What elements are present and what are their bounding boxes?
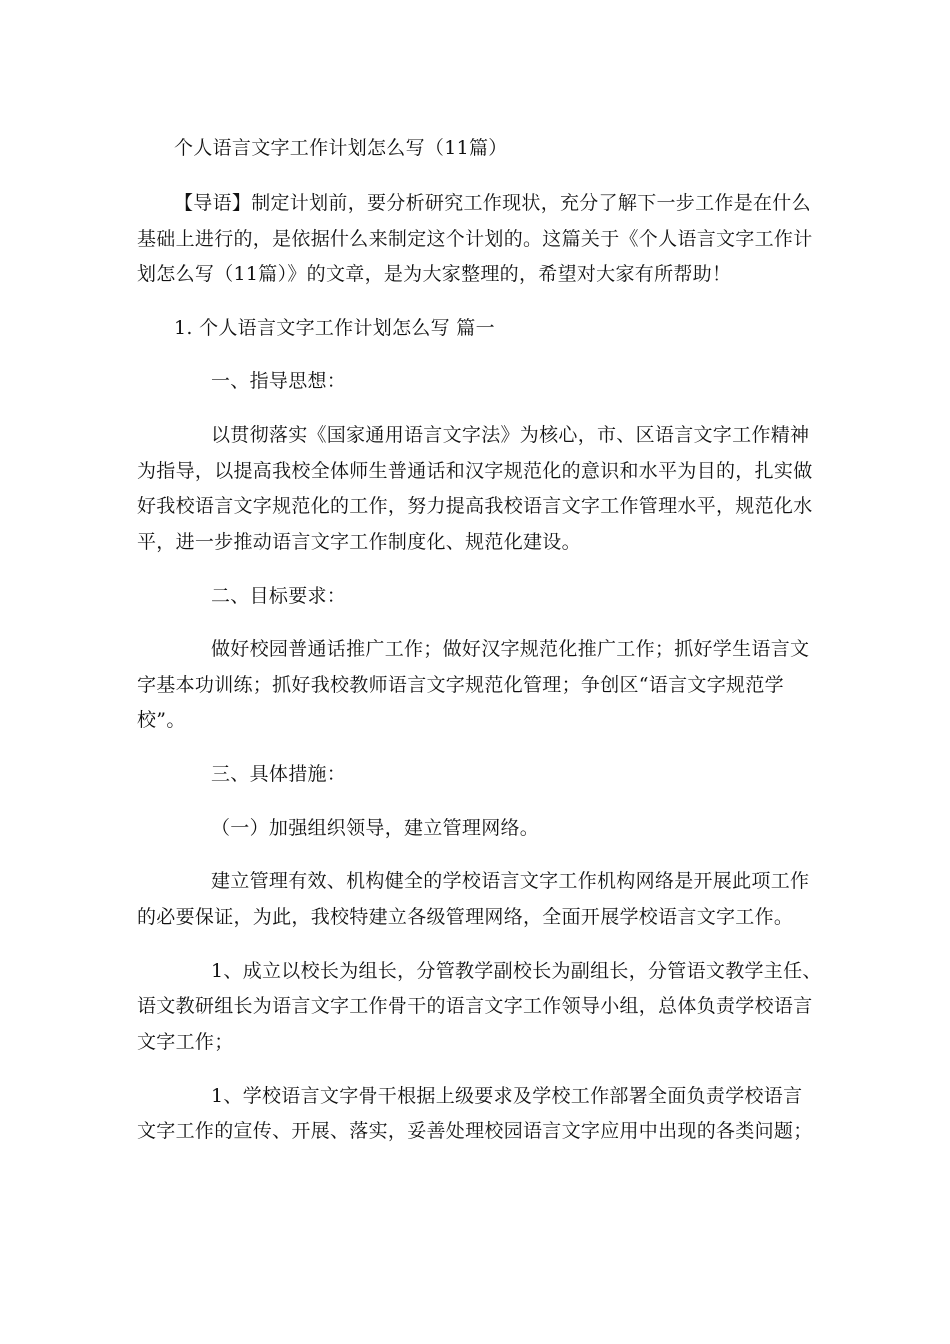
para4-line-3: 文字工作； [137, 1031, 234, 1053]
para3-line-1: 建立管理有效、机构健全的学校语言文字工作机构网络是开展此项工作 [211, 870, 810, 892]
para4-line-1: 1、成立以校长为组长，分管教学副校长为副组长，分管语文教学主任、 [211, 960, 822, 982]
para3-line-2: 的必要保证，为此，我校特建立各级管理网络，全面开展学校语言文字工作。 [137, 906, 794, 928]
para5-line-1: 1、学校语言文字骨干根据上级要求及学校工作部署全面负责学校语言 [211, 1085, 803, 1107]
para5-line-2: 文字工作的宣传、开展、落实，妥善处理校园语言文字应用中出现的各类问题； [137, 1120, 813, 1142]
heading-measures: 三、具体措施： [211, 763, 347, 785]
para1-line-1: 以贯彻落实《国家通用语言文字法》为核心，市、区语言文字工作精神 [211, 424, 810, 446]
document-title: 个人语言文字工作计划怎么写（11篇） [174, 137, 508, 159]
heading-goals: 二、目标要求： [211, 585, 347, 607]
para2-line-3: 校”。 [137, 709, 186, 731]
para2-line-2: 字基本功训练；抓好我校教师语言文字规范化管理；争创区“语言文字规范学 [137, 674, 784, 696]
para1-line-3: 好我校语言文字规范化的工作，努力提高我校语言文字工作管理水平，规范化水 [137, 495, 813, 517]
intro-line-3: 划怎么写（11篇）》的文章，是为大家整理的，希望对大家有所帮助！ [137, 263, 732, 285]
intro-line-1: 【导语】制定计划前，要分析研究工作现状，充分了解下一步工作是在什么 [174, 192, 811, 214]
intro-line-2: 基础上进行的，是依据什么来制定这个计划的。这篇关于《个人语言文字工作计 [137, 228, 813, 250]
para4-line-2: 语文教研组长为语言文字工作骨干的语言文字工作领导小组，总体负责学校语言 [137, 995, 813, 1017]
section-title: 1. 个人语言文字工作计划怎么写 篇一 [174, 317, 495, 339]
heading-guiding-ideology: 一、指导思想： [211, 370, 347, 392]
para1-line-2: 为指导，以提高我校全体师生普通话和汉字规范化的意识和水平为目的，扎实做 [137, 460, 813, 482]
para2-line-1: 做好校园普通话推广工作；做好汉字规范化推广工作；抓好学生语言文 [211, 638, 810, 660]
subheading-organization: （一）加强组织领导，建立管理网络。 [211, 817, 540, 839]
para1-line-4: 平，进一步推动语言文字工作制度化、规范化建设。 [137, 531, 581, 553]
